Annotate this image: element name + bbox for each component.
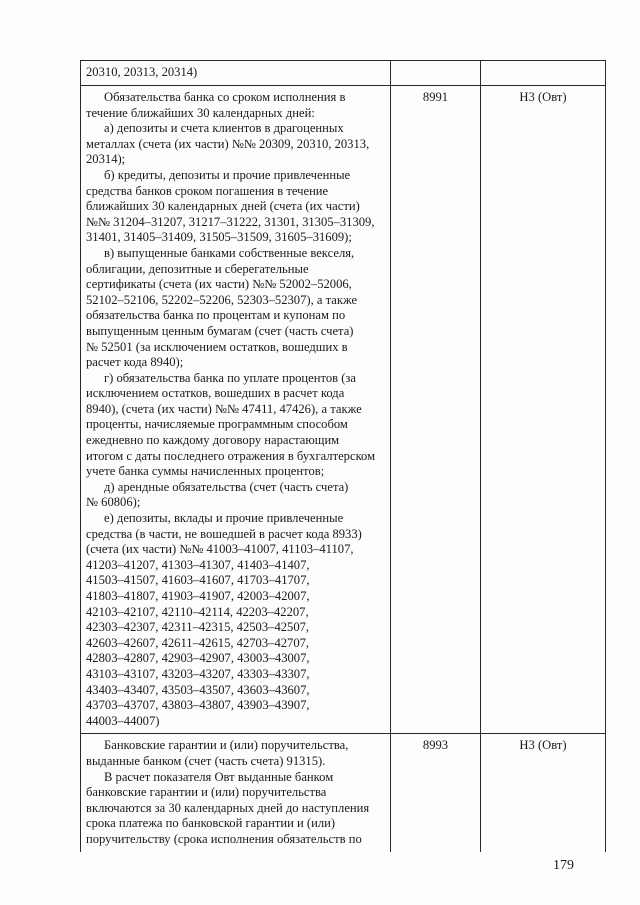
description-line: 52102–52106, 52202–52206, 52303–52307), а также (86, 292, 358, 307)
description-line: 20314); (86, 152, 126, 167)
norm-cell (481, 734, 606, 852)
description-cell (81, 734, 391, 852)
description-line: № 52501 (за исключением остатков, вошедших в (86, 339, 348, 354)
description-line: 8940), (счета (их части) №№ 47411, 47426), а также (86, 401, 362, 416)
description-cell (81, 86, 391, 734)
description-line: 42603–42607, 42611–42615, 42703–42707, (86, 635, 310, 650)
description-line: 41803–41807, 41903–41907, 42003–42007, (86, 589, 310, 603)
description-line: средства (в части, не вошедшей в расчет кода 8933) (86, 526, 362, 541)
liabilities-table (80, 60, 606, 852)
description-line: В расчет показателя Овт выданные банком (104, 769, 334, 784)
description-line: Обязательства банка со сроком исполнения в (104, 90, 346, 104)
description-line: облигации, депозитные и сберегательные (86, 261, 309, 276)
table-row (81, 86, 606, 734)
description-line: учете банка суммы начисленных процентов; (86, 464, 325, 479)
description-cell (81, 61, 391, 86)
description-line: 41203–41207, 41303–41307, 41403–41407, (86, 557, 310, 572)
code-value (391, 61, 480, 65)
norm-cell (481, 86, 606, 734)
description-line: №№ 31204–31207, 31217–31222, 31301, 31305–31309, (86, 214, 375, 229)
description-line: г) обязательства банка по уплате процентов (за (104, 370, 356, 385)
description-line: ежедневно по каждому договору нарастающим (86, 433, 340, 448)
description-line: металлах (счета (их части) №№ 20309, 20310, 20313, (86, 136, 370, 151)
description-line: 43403–43407, 43503–43507, 43603–43607, (86, 682, 310, 697)
table-row (81, 61, 606, 86)
norm-value: Н3 (Овт) (519, 90, 567, 104)
description-line: банковские гарантии и (или) поручительства (86, 785, 327, 800)
description-line: 42303–42307, 42311–42315, 42503–42507, (86, 620, 310, 635)
description-line: средства банков сроком погашения в течение (86, 183, 329, 198)
description-line: 42103–42107, 42110–42114, 42203–42207, (86, 604, 309, 619)
description-line: выпущенным ценным бумагам (счет (часть счета) (86, 323, 354, 338)
description-line: б) кредиты, депозиты и прочие привлеченные (104, 167, 351, 182)
norm-cell (481, 61, 606, 86)
table-row (81, 734, 606, 852)
description-line: № 60806); (86, 495, 141, 510)
description-line: 43103–43107, 43203–43207, 43303–43307, (86, 666, 310, 681)
description-line: выданные банком (счет (часть счета) 91315). (86, 753, 326, 768)
description-line: 41503–41507, 41603–41607, 41703–41707, (86, 573, 310, 588)
description-line: е) депозиты, вклады и прочие привлеченные (104, 511, 344, 526)
description-line: исключением остатков, вошедших в расчет кода (86, 386, 345, 401)
description-line: сертификаты (счета (их части) №№ 52002–52006, (86, 277, 352, 292)
code-value: 8993 (422, 738, 449, 753)
description-line: обязательства банка по процентам и купонам по (86, 308, 346, 323)
description-line: а) депозиты и счета клиентов в драгоценных (104, 121, 344, 136)
description-line: итогом с даты последнего отражения в бухгалтерском (86, 448, 376, 463)
description-line: 20310, 20313, 20314) (86, 65, 198, 79)
description-line: срока платежа по банковской гарантии и (или) (86, 816, 336, 831)
code-value: 8991 (422, 90, 449, 104)
page-number: 179 (553, 858, 574, 873)
description-line: 43703–43707, 43803–43807, 43903–43907, (86, 698, 310, 713)
description-line: в) выпущенные банками собственные векселя, (104, 245, 355, 260)
description-line: 44003–44007) (86, 713, 160, 728)
norm-value (481, 61, 605, 65)
description-line: Банковские гарантии и (или) поручительства, (104, 738, 349, 753)
description-line: д) арендные обязательства (счет (часть счета) (104, 479, 349, 494)
description-line: проценты, начисляемые программным способом (86, 417, 348, 432)
norm-value: Н3 (Овт) (519, 738, 567, 753)
code-cell (391, 734, 481, 852)
code-cell (391, 61, 481, 86)
description-line: (счета (их части) №№ 41003–41007, 41103–41107, (86, 542, 354, 557)
description-line: ближайших 30 календарных дней (счета (их части) (86, 199, 360, 214)
description-line: 42803–42807, 42903–42907, 43003–43007, (86, 651, 310, 666)
code-cell (391, 86, 481, 734)
description-line: расчет кода 8940); (86, 355, 184, 370)
description-line: течение ближайших 30 календарных дней: (86, 105, 315, 120)
description-line: поручительству (срока исполнения обязательств по (86, 831, 362, 846)
description-line: 31401, 31405–31409, 31505–31509, 31605–31609); (86, 230, 352, 245)
description-line: включаются за 30 календарных дней до наступления (86, 800, 370, 815)
